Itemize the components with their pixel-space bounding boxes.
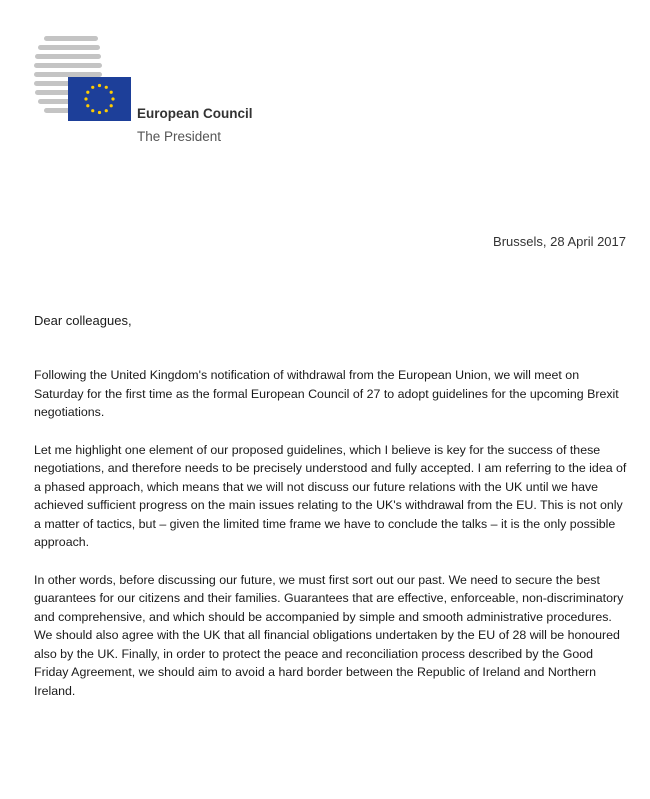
letter-body xyxy=(34,366,630,719)
salutation: Dear colleagues, xyxy=(34,313,132,328)
eu-star-icon xyxy=(86,104,89,107)
paragraph-2: Let me highlight one element of our proposed guidelines, which I believe is key for the success of these negotiations, and therefore needs to be precisely understood and fully accepted. I am referring to the idea of a phased approach, which means that we will not discuss our future relations with the UK until we have achieved sufficient progress on the main issues relating to the UK's withdrawal from the EU. This is not only a matter of tactics, but – given the limited time frame we have to conclude the talks – it is the only possible approach. xyxy=(34,442,627,549)
eu-star-icon xyxy=(98,111,101,114)
european-council-logo-icon xyxy=(34,34,132,122)
eu-star-icon xyxy=(98,84,101,87)
eu-star-icon xyxy=(91,86,94,89)
paragraph-1: Following the United Kingdom's notification of withdrawal from the European Union, we will meet on Saturday for the first time as the formal European Council of 27 to adopt guidelines for the upcoming Brexit negotiations. xyxy=(34,368,619,419)
organization-name: European Council xyxy=(137,106,253,121)
eu-star-icon xyxy=(110,91,113,94)
eu-star-icon xyxy=(110,104,113,107)
eu-star-icon xyxy=(105,86,108,89)
eu-star-icon xyxy=(86,91,89,94)
sender-role: The President xyxy=(137,129,222,144)
eu-flag-icon xyxy=(68,77,131,121)
eu-star-icon xyxy=(91,109,94,112)
eu-star-icon xyxy=(105,109,108,112)
eu-star-icon xyxy=(111,97,114,100)
place-date: Brussels, 28 April 2017 xyxy=(493,234,626,249)
paragraph-3: In other words, before discussing our future, we must first sort out our past. We need to secure the best guarantees for our citizens and their families. Guarantees that are effective, enforceable, non-discriminatory and comprehensive, and which should be accompanied by simple and smooth administrative procedures. We should also agree with the UK that all financial obligations undertaken by the EU of 28 will be honoured also by the UK. Finally, in order to protect the peace and reconciliation process described by the Good Friday Agreement, we should aim to avoid a hard border between the Republic of Ireland and Northern Ireland. xyxy=(34,572,624,698)
eu-star-icon xyxy=(84,97,87,100)
